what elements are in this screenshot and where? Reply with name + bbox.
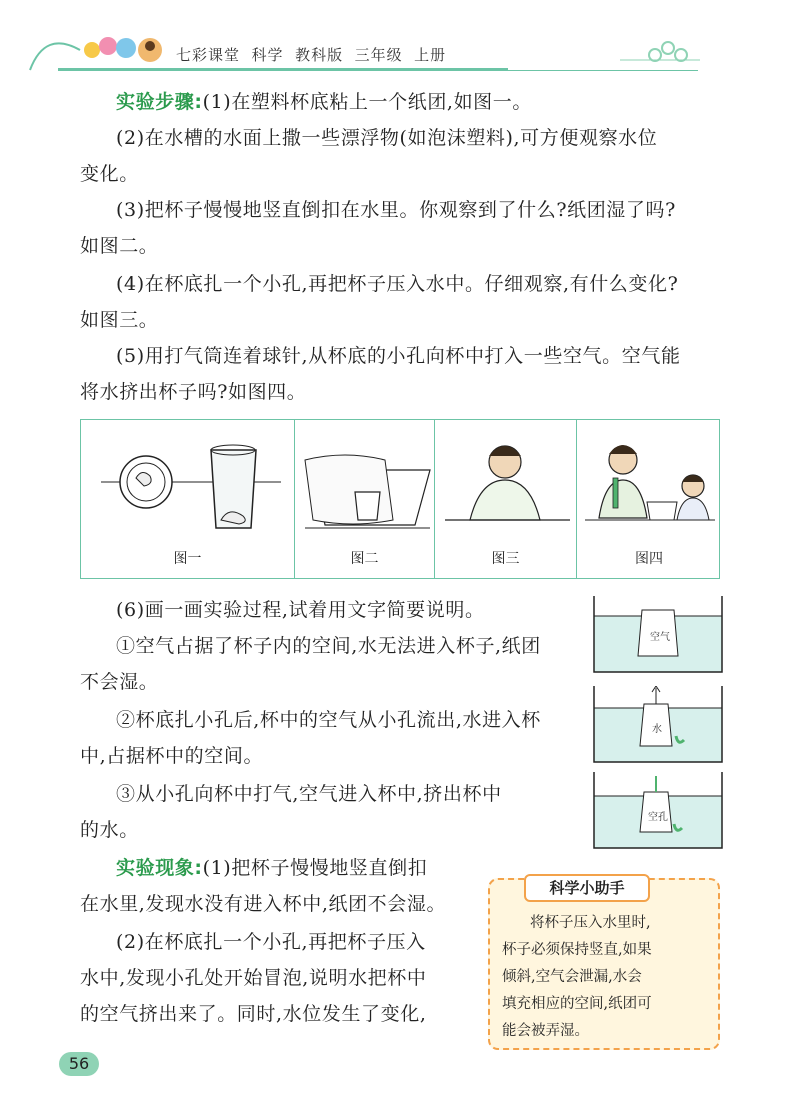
side-figure-2-label: 水 [652, 724, 662, 735]
phenomena-2-line2: 水中,发现小孔处开始冒泡,说明水把杯中 [80, 967, 427, 989]
page-header [0, 0, 800, 80]
figure-strip [80, 419, 720, 579]
step-4-line1: (4)在杯底扎一个小孔,再把杯子压入水中。仔细观察,有什么变化? [116, 273, 679, 295]
side-figure-1 [592, 596, 724, 674]
step-3-line2: 如图二。 [80, 235, 159, 257]
science-helper-title: 科学小助手 [524, 874, 650, 902]
phenomena-2-line1: (2)在杯底扎一个小孔,再把杯子压入 [116, 931, 426, 953]
header-rule [58, 68, 508, 71]
steps-label: 实验步骤: [116, 91, 203, 113]
draw-item-2-line1: ②杯底扎小孔后,杯中的空气从小孔流出,水进入杯 [116, 709, 541, 731]
draw-item-2-line2: 中,占据杯中的空间。 [80, 745, 264, 767]
step-2-line2: 变化。 [80, 163, 139, 185]
phenomena-2 [80, 924, 480, 1032]
draw-item-1-line2: 不会湿。 [80, 671, 159, 693]
step-3-line1: (3)把杯子慢慢地竖直倒扣在水里。你观察到了什么?纸团湿了吗? [116, 199, 676, 221]
step-4-line2: 如图三。 [80, 309, 159, 331]
figure-1-drawing [81, 420, 293, 540]
side-figure-3-drawing [592, 772, 724, 850]
draw-item-3 [80, 776, 585, 848]
step-2 [80, 120, 730, 192]
step-3 [80, 192, 730, 264]
helper-line-1: 将杯子压入水里时, [530, 915, 651, 931]
page-number: 56 [59, 1052, 99, 1076]
phenomena-1 [80, 850, 480, 922]
side-figure-3 [592, 772, 724, 850]
side-figure-2-drawing [592, 686, 724, 764]
step-5-line1: (5)用打气筒连着球针,从杯底的小孔向杯中打入一些空气。空气能 [116, 345, 681, 367]
helper-line-3: 倾斜,空气会泄漏,水会 [502, 969, 642, 985]
draw-item-3-line2: 的水。 [80, 819, 139, 841]
draw-intro [80, 592, 580, 628]
side-figure-3-label: 空孔 [648, 812, 668, 823]
draw-item-1 [80, 628, 585, 700]
phenomena-2-line3: 的空气挤出来了。同时,水位发生了变化, [80, 1003, 427, 1025]
figure-2-caption: 图二 [350, 551, 379, 567]
figure-3-caption: 图三 [491, 551, 520, 567]
draw-item-1-line1: ①空气占据了杯子内的空间,水无法进入杯子,纸团 [116, 635, 541, 657]
figure-4-caption: 图四 [635, 551, 663, 567]
figure-2 [295, 420, 435, 578]
step-1 [80, 84, 730, 120]
figure-3-drawing [435, 420, 575, 540]
side-figure-1-label: 空气 [650, 632, 670, 643]
helper-line-2: 杯子必须保持竖直,如果 [502, 942, 652, 958]
figure-4 [577, 420, 721, 578]
helper-line-4: 填充相应的空间,纸团可 [502, 996, 652, 1012]
step-2-line1: (2)在水槽的水面上撒一些漂浮物(如泡沫塑料),可方便观察水位 [116, 127, 658, 149]
figure-1-caption: 图一 [173, 551, 202, 567]
side-figure-1-drawing [592, 596, 724, 674]
figure-3 [435, 420, 577, 578]
draw-item-2 [80, 702, 585, 774]
science-helper-body [502, 910, 710, 1045]
step-5-line2: 将水挤出杯子吗?如图四。 [80, 381, 307, 403]
figure-4-drawing [577, 420, 719, 540]
phenomena-1-line1: (1)把杯子慢慢地竖直倒扣 [202, 857, 428, 879]
helper-line-5: 能会被弄湿。 [502, 1023, 589, 1039]
step-5 [80, 338, 730, 410]
phenomena-label: 实验现象: [116, 857, 203, 879]
phenomena-1-line2: 在水里,发现水没有进入杯中,纸团不会湿。 [80, 893, 447, 915]
figure-1 [81, 420, 295, 578]
header-rule-thin [508, 70, 698, 71]
science-helper-box [488, 878, 720, 1050]
draw-intro-text: (6)画一画实验过程,试着用文字简要说明。 [116, 599, 485, 621]
figure-2-drawing [295, 420, 433, 540]
header-title: 七彩课堂 科学 教科版 三年级 上册 [176, 46, 447, 64]
step-1-text: (1)在塑料杯底粘上一个纸团,如图一。 [202, 91, 532, 113]
step-4 [80, 266, 730, 338]
draw-item-3-line1: ③从小孔向杯中打气,空气进入杯中,挤出杯中 [116, 783, 502, 805]
side-figure-2 [592, 686, 724, 764]
